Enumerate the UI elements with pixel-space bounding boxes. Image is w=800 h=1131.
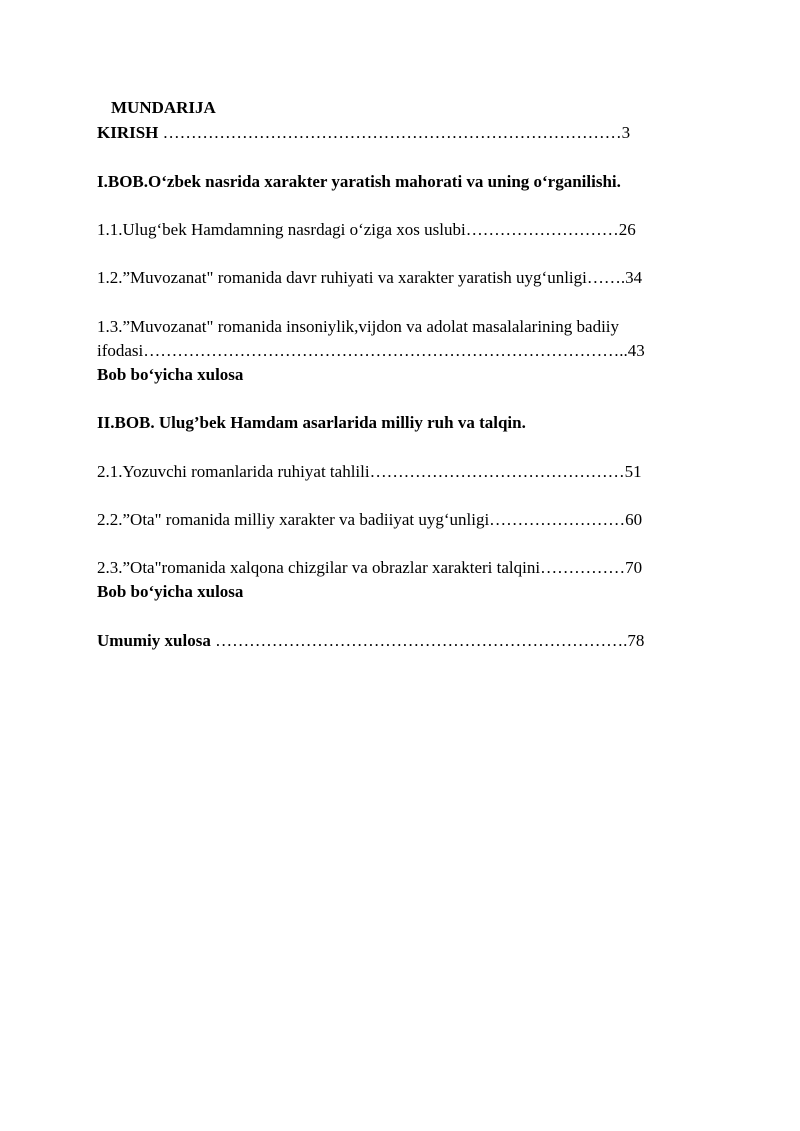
toc-entry-label: Umumiy xulosa: [97, 631, 211, 650]
toc-entry-kirish: [97, 122, 630, 144]
toc-entry-1-1: 1.1.Ulug‘bek Hamdamning nasrdagi o‘ziga xos uslubi………………………26: [97, 220, 636, 239]
chapter-1-summary: Bob bo‘yicha xulosa: [97, 365, 244, 384]
toc-entry-2-1: 2.1.Yozuvchi romanlarida ruhiyat tahlili………………………………………51: [97, 462, 642, 481]
chapter-2-summary: Bob bo‘yicha xulosa: [97, 582, 244, 601]
toc-entry-leader: ……………………………………………………………….: [210, 631, 628, 650]
toc-entry-1-3-line1: 1.3.”Muvozanat" romanida insoniylik,vijdon va adolat masalalarining badiiy: [97, 317, 620, 336]
chapter-2-heading: II.BOB. Ulug’bek Hamdam asarlarida milliy ruh va talqin.: [97, 413, 526, 432]
toc-title: MUNDARIJA: [111, 98, 216, 117]
toc-entry-label: KIRISH: [97, 123, 159, 142]
toc-entry-1-3-line2: ifodasi…………………………………………………………………………..43: [97, 341, 645, 360]
toc-entry-1-2: 1.2.”Muvozanat" romanida davr ruhiyati va xarakter yaratish uyg‘unligi…….34: [97, 268, 643, 287]
toc-entry-page: 3: [621, 123, 631, 142]
chapter-1-heading: I.BOB.O‘zbek nasrida xarakter yaratish mahorati va uning o‘rganilishi.: [97, 172, 621, 191]
toc-entry-page: 78: [627, 631, 645, 650]
toc-entry-umumiy: [97, 630, 644, 652]
toc-entry-leader: ………………………………………………………………………: [158, 123, 622, 142]
toc-entry-2-3: 2.3.”Ota"romanida xalqona chizgilar va obrazlar xarakteri talqini……………70: [97, 558, 643, 577]
toc-entry-2-2: 2.2.”Ota" romanida milliy xarakter va badiiyat uyg‘unligi……………………60: [97, 510, 643, 529]
